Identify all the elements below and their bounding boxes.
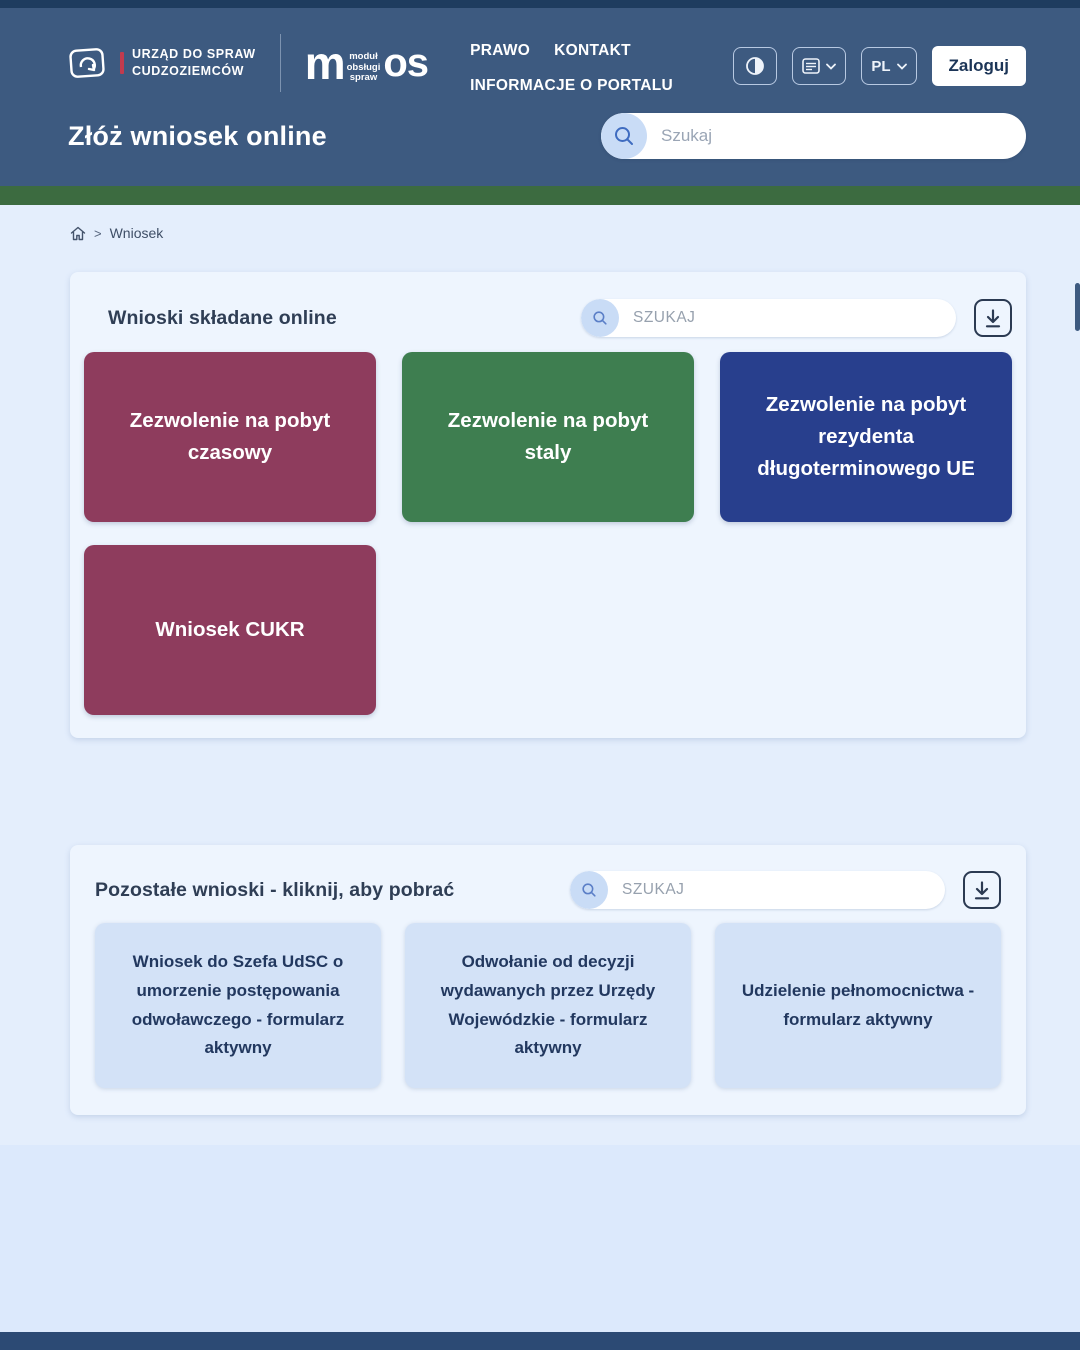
chevron-down-icon [826, 63, 836, 70]
online-applications-card [70, 272, 1026, 738]
collapse-download-button[interactable] [963, 871, 1001, 909]
site-search-input[interactable] [647, 126, 1026, 146]
login-button[interactable]: Zaloguj [932, 46, 1026, 86]
green-accent-stripe [0, 186, 1080, 205]
display-settings-button[interactable] [792, 47, 846, 85]
section-search-input[interactable] [619, 309, 956, 327]
brand-area[interactable] [68, 34, 428, 92]
arrow-down-icon [973, 881, 991, 900]
mos-logo-words: moduł obsługi spraw [346, 50, 381, 84]
chevron-down-icon [897, 63, 907, 70]
mos-logo[interactable]: m moduł obsługi spraw os [304, 36, 429, 89]
collapse-download-button[interactable] [974, 299, 1012, 337]
breadcrumb-separator: > [94, 225, 102, 241]
tile-pobyt-staly[interactable]: Zezwolenie na pobyt staly [402, 352, 694, 522]
breadcrumb [0, 205, 1080, 245]
site-header [0, 8, 1080, 186]
section-title: Wnioski składane online [108, 306, 337, 329]
content-area [0, 205, 1080, 1145]
text-display-icon [802, 58, 820, 74]
home-icon[interactable] [70, 226, 86, 241]
section-search-input[interactable] [608, 881, 945, 899]
brand-divider [280, 34, 281, 92]
section-search[interactable] [570, 871, 945, 909]
section-search[interactable] [581, 299, 956, 337]
breadcrumb-wniosek[interactable]: Wniosek [109, 225, 164, 241]
lower-background-band [0, 1145, 1080, 1332]
tile-pobyt-czasowy[interactable]: Zezwolenie na pobyt czasowy [84, 352, 376, 522]
tile-odwolanie-od-decyzji[interactable]: Odwołanie od decyzji wydawanych przez Urzędy Wojewódzkie - formularz aktywny [405, 923, 691, 1088]
contrast-toggle-button[interactable] [733, 47, 777, 85]
header-controls [733, 46, 1026, 86]
footer-strip [0, 1332, 1080, 1350]
search-icon-circle[interactable] [601, 113, 647, 159]
site-search[interactable] [601, 113, 1026, 159]
search-icon [581, 882, 597, 898]
language-selector[interactable]: PL [861, 47, 916, 85]
section-title: Pozostałe wnioski - kliknij, aby pobrać [95, 878, 455, 901]
tile-wniosek-cukr[interactable]: Wniosek CUKR [84, 545, 376, 715]
search-icon-circle[interactable] [570, 871, 608, 909]
scrollbar-thumb[interactable] [1075, 283, 1080, 331]
downloadable-applications-card [70, 845, 1026, 1115]
page-title: Złóż wniosek online [68, 120, 327, 151]
tile-pelnomocnictwo[interactable]: Udzielenie pełnomocnictwa - formularz aktywny [715, 923, 1001, 1088]
main-nav [470, 42, 675, 95]
search-icon [592, 310, 608, 326]
arrow-down-icon [984, 309, 1002, 328]
udsc-logo-text: URZĄD DO SPRAW CUDZOZIEMCÓW [132, 47, 256, 78]
search-icon [613, 125, 635, 147]
logo-red-accent [120, 52, 124, 74]
top-accent-strip [0, 0, 1080, 8]
search-icon-circle[interactable] [581, 299, 619, 337]
contrast-icon [745, 56, 765, 76]
nav-prawo[interactable]: PRAWO [470, 42, 531, 59]
tile-umorzenie-postepowania[interactable]: Wniosek do Szefa UdSC o umorzenie postępowania odwoławczego - formularz aktywny [95, 923, 381, 1088]
tile-rezydent-ue[interactable]: Zezwolenie na pobyt rezydenta długoterminowego UE [720, 352, 1012, 522]
nav-informacje-o-portalu[interactable]: INFORMACJE O PORTALU [470, 77, 673, 94]
udsc-emblem-icon [68, 44, 112, 82]
udsc-logo[interactable] [68, 44, 256, 82]
nav-kontakt[interactable]: KONTAKT [554, 42, 631, 59]
